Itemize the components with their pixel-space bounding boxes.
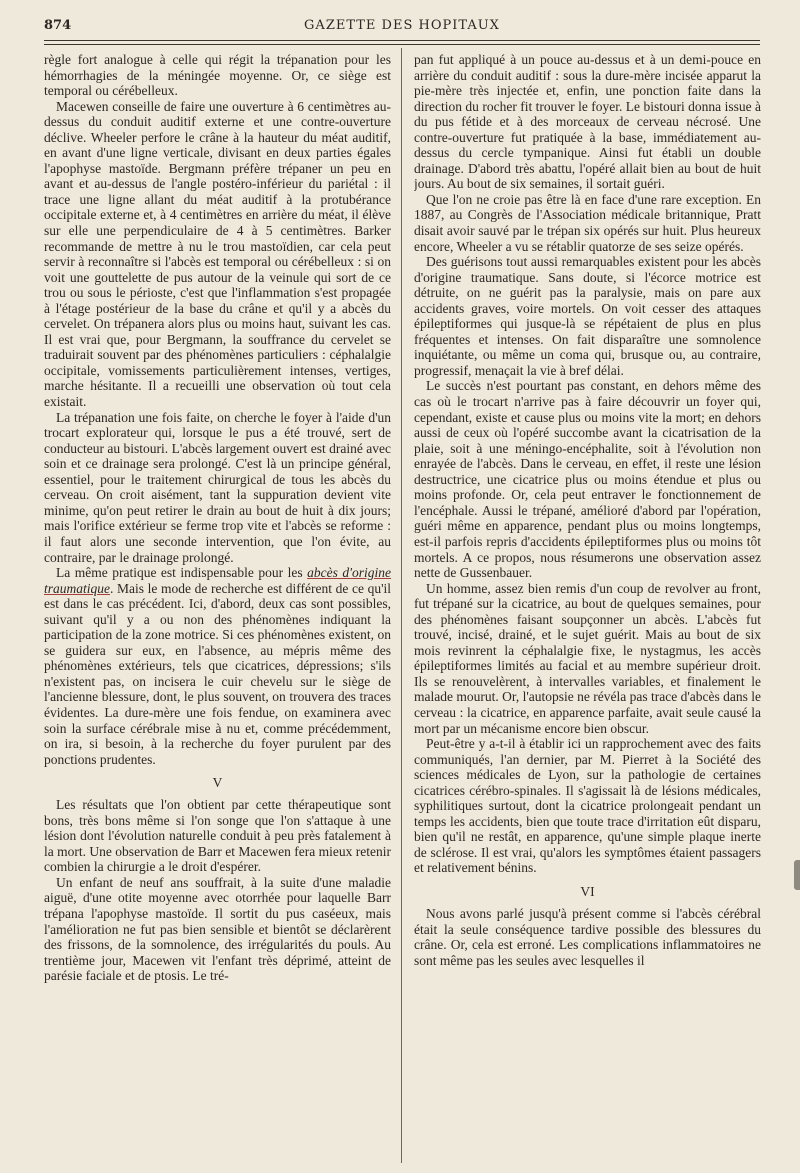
page-edge-mark <box>794 860 800 890</box>
right-paragraph-5: Un homme, assez bien remis d'un coup de revolver au front, fut trépané sur la cicatrice, au bout de quelques semaines, pour des phénomènes faisant soupçonner un abcès. L'abcès fut trouvé, incisé, drainé, et le sujet guérit. Mais au bout de six mois revinrent la céphalalgie fixe, le nystagmus, les accès épileptiformes limités au facial et au membre supérieur droit. Ils se renouvelèrent, à intervalles variables, et finalement le malade mourut. Or, l'autopsie ne révéla pas trace d'abcès dans le cerveau : la cicatrice, en apparence parfaite, avait seule causé la mort par un mécanisme encore bien obscur. <box>414 580 761 736</box>
right-paragraph-2: Que l'on ne croie pas être là en face d'une rare exception. En 1887, au Congrès de l'Association médicale britannique, Pratt disait avoir sauvé par le trépan six opérés sur huit. Plus heureux encore, Wheeler a vu se rétablir quatorze de ses seize opérés. <box>414 191 761 254</box>
running-title: GAZETTE DES HOPITAUX <box>304 18 500 33</box>
right-paragraph-7: Nous avons parlé jusqu'à présent comme si l'abcès cérébral était la seule conséquence tardive possible des blessures du crâne. Or, cela est erroné. Les complications inflammatoires ne sont même pas les seules avec lesquelles il <box>414 905 761 968</box>
left-paragraph-2: Macewen conseille de faire une ouverture à 6 centimètres au-dessus du conduit auditif externe et une contre-ouverture déclive. Wheeler perfore le crâne à la hauteur du méat auditif, en avant d'une ligne verticale, divisant en deux parties égales l'apophyse mastoïde. Bergmann préfère trépaner un peu en avant et au-dessus de l'angle postéro-inférieur du pariétal : il trace une ligne allant du méat auditif à la protubérance occipitale externe et, à 4 centimètres en arrière du méat, il élève sur elle une perpendiculaire de 4 à 5 centimètres. Barker recommande de mettre à nu le trou mastoïdien, car cela peut servir à reconnaître si l'abcès est temporal ou cérébelleux : si on voit une gouttelette de pus autour de la veinule qui sort de ce trou ou sous le périoste, c'est que l'inflammation s'est propagée à l'étage postérieur de la base du crâne et qu'il y a abcès du cervelet. On trépanera alors plus ou moins haut, suivant les cas. Il est vrai que, pour Bergmann, la souffrance du cervelet se traduirait souvent par des phénomènes particuliers : céphalalgie occipitale, vomissements particulièrement intenses, vertiges, marche hésitante. Il a recueilli une observation où tout cela existait. <box>44 98 391 410</box>
right-column <box>414 52 761 1162</box>
left-paragraph-5: Les résultats que l'on obtient par cette thérapeutique sont bons, très bons même si l'on songe que l'on s'attaque à une lésion dont l'évolution naturelle conduit à peu près fatalement à la mort. Une observation de Barr et Macewen fera mieux retenir combien la chirurgie a le droit d'espérer. <box>44 797 391 875</box>
right-paragraph-4: Le succès n'est pourtant pas constant, en dehors même des cas où le trocart n'arrive pas à faire découvrir un foyer qui, cependant, existe et cause plus ou moins vite la mort; en dehors aussi de ceux où l'opéré succombe avant la cicatrisation de la plaie, soit à une méningo-encéphalite, soit à l'évolution non enrayée de l'abcès. Dans le cerveau, en effet, il reste une lésion destructrice, une cicatrice plus ou moins étendue et plus ou moins profonde. Or, cela peut entraver le fonctionnement de l'encéphale. Aussi le trépané, amélioré d'abord par l'opération, guéri même en apparence, pendant plus ou moins longtemps, est-il parfois repris d'accidents épileptiformes plus ou moins tôt mortels. A ce propos, nous résumerons une observation assez nette de Gussenbauer. <box>414 378 761 581</box>
section-heading-vi: VI <box>580 883 595 899</box>
header-rule-top <box>44 40 760 41</box>
left-paragraph-4-end: . Mais le mode de recherche est différent de ce qu'il est dans le cas précédent. Ici, d'abord, deux cas sont possibles, suivant qu'il y a ou non des phénomènes indiquant la participation de la zone motrice. Si ces phénomènes existent, on se guidera sur eux, en l'absence, au mépris même des phénomènes extérieurs, tels que cicatrices, dépressions; s'ils n'existent pas, on incisera le cuir chevelu sur le siège de l'ancienne blessure, dont, le plus souvent, on trouvera des traces évidentes. La dure-mère une fois fendue, on examinera avec soin la surface cérébrale mise à nu et, comme précédemment, on ira, si besoin, à la recherche du foyer purulent par des ponctions prudentes. <box>44 580 391 767</box>
left-paragraph-3: La trépanation une fois faite, on cherche le foyer à l'aide d'un trocart explorateur qui, lorsque le pus a été trouvé, sert de conducteur au bistouri. L'abcès largement ouvert est drainé avec soin et ce drainage sera prolongé. C'est là un principe général, essentiel, pour le traitement chirurgical de tous les abcès du cerveau. On croit aisément, tant la suppuration devient vite minime, qu'on peut retirer le drain au bout de huit à dix jours; mais l'orifice extérieur se ferme trop vite et l'abcès se reforme : il faut alors une seconde intervention, que l'on évite, au contraire, par le drainage prolongé. <box>44 409 391 565</box>
left-paragraph-4 <box>44 565 391 767</box>
page-header <box>44 14 760 36</box>
right-paragraph-3: Des guérisons tout aussi remarquables existent pour les abcès d'origine traumatique. Sans doute, si l'écorce motrice est détruite, on ne guérit pas la paralysie, mais on pare aux accidents graves, voire mortels. On voit cesser des attaques épileptiformes qui jusque-là se répétaient de plus en plus fréquentes et intenses. On fait disparaître une somnolence inquiétante, ou même un coma qui, brusque ou, au contraire, progressif, menaçait la vie à bref délai. <box>414 254 761 378</box>
left-paragraph-6: Un enfant de neuf ans souffrait, à la suite d'une maladie aiguë, d'une otite moyenne avec otorrhée pour laquelle Barr trépana l'apophyse mastoïde. Il sortit du pus caséeux, mais l'amélioration ne fut pas bien sensible et bientôt se déclarèrent des frissons, de la somnolence, des irrégularités du pouls. Au trentième jour, Macewen vit l'enfant très déprimé, atteint de parésie faciale et de ptosis. Le tré- <box>44 874 391 984</box>
right-paragraph-1: pan fut appliqué à un pouce au-dessus et à un demi-pouce en arrière du conduit auditif : sous la dure-mère incisée apparut la pie-mère très injectée et, enfin, une ponction faite dans la direction du rocher fit trouver le foyer. Le bistouri donna issue à du pus fétide et à des morceaux de cerveau nécrosé. Une contre-ouverture fut pratiquée à la base, immédiatement au-dessus du cercle tympanique. Ainsi fut établi un double drainage. D'abord très abattu, l'opéré allait bien au bout de huit jours. Au bout de six semaines, il sortait guéri. <box>414 52 761 192</box>
column-divider <box>401 48 402 1163</box>
section-heading-v: V <box>212 775 223 791</box>
header-rule-bottom <box>44 44 760 45</box>
italic-term: abcès d'origine traumatique <box>44 565 391 596</box>
left-paragraph-4-start: La même pratique est indispensable pour les <box>56 565 308 581</box>
right-paragraph-6: Peut-être y a-t-il à établir ici un rapprochement avec des faits communiqués, l'an dernier, par M. Pierret à la Société des sciences médicales de Lyon, sur la pathologie de certaines cicatrices cérébro-spinales. Il s'agissait là de lésions médicales, syphilitiques surtout, dont la cicatrice prolongeait pendant un temps les accidents, bien que toute trace d'irritation eût disparu, bien qu'il ne restât, en apparence, qu'une simple plaque inerte de sclérose. Il est vrai, qu'alors les symptômes étaient passagers et relativement bénins. <box>414 736 761 876</box>
left-column <box>44 52 391 1162</box>
left-paragraph-1: règle fort analogue à celle qui régit la trépanation pour les hémorrhagies de la méningée moyenne. Or, ce siège est temporal ou cérébelleux. <box>44 52 391 99</box>
page-number: 874 <box>44 18 72 33</box>
